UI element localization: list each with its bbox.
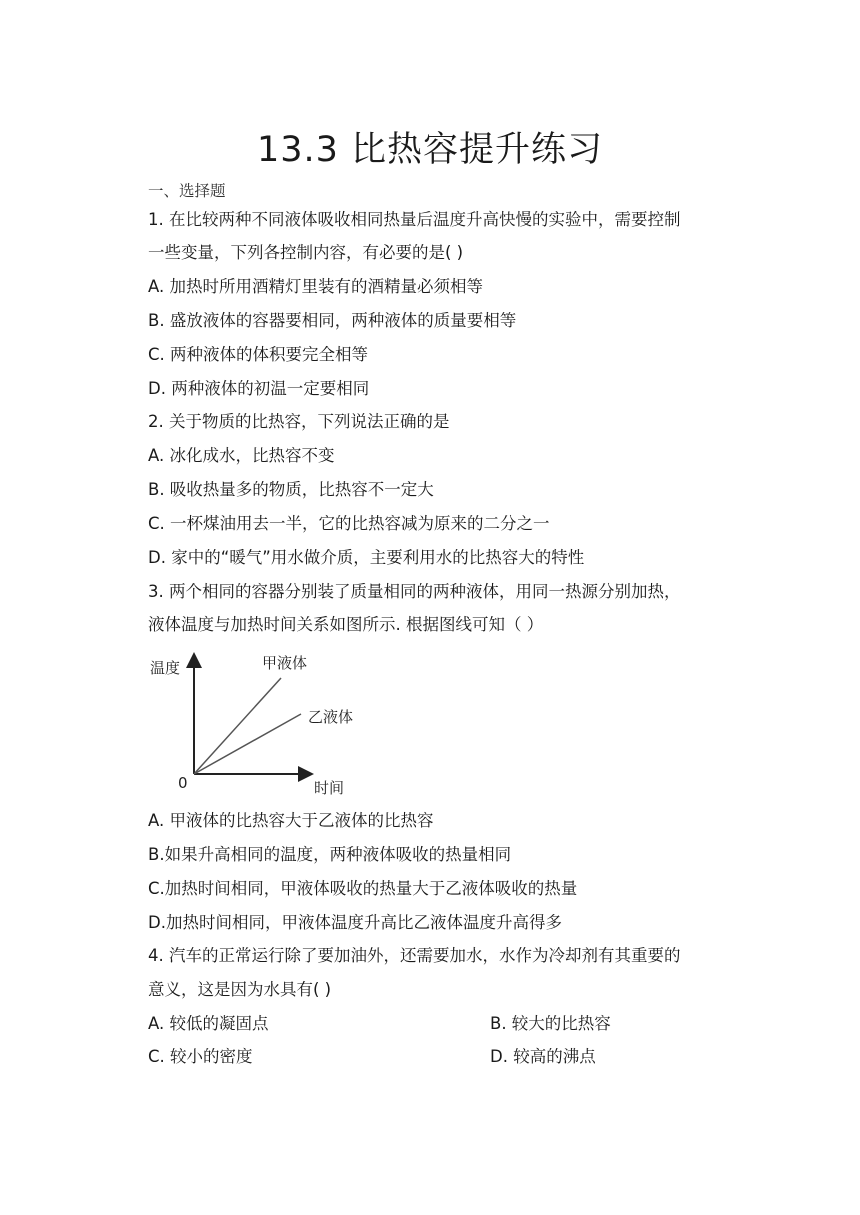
- q2-option-d: D. 家中的“暖气”用水做介质，主要利用水的比热容大的特性: [148, 548, 585, 567]
- q2-option-b: B. 吸收热量多的物质，比热容不一定大: [148, 480, 434, 499]
- q1-option-a: A. 加热时所用酒精灯里装有的酒精量必须相等: [148, 277, 483, 296]
- q3-option-d: D.加热时间相同，甲液体温度升高比乙液体温度升高得多: [148, 913, 562, 932]
- temperature-time-graph: [146, 648, 376, 798]
- q4-option-c: C. 较小的密度: [148, 1047, 253, 1066]
- q1-option-b: B. 盛放液体的容器要相同，两种液体的质量要相等: [148, 311, 517, 330]
- section-heading: 一、选择题: [148, 182, 226, 200]
- line-jia: [194, 678, 281, 774]
- q1-option-d: D. 两种液体的初温一定要相同: [148, 379, 370, 398]
- q3-stem-line2: 液体温度与加热时间关系如图所示. 根据图线可知（ ）: [148, 615, 544, 634]
- q1-option-c: C. 两种液体的体积要完全相等: [148, 345, 369, 364]
- line-yi-label: 乙液体: [308, 708, 354, 726]
- q4-stem-line1: 4. 汽车的正常运行除了要加油外，还需要加水，水作为冷却剂有其重要的: [148, 946, 681, 965]
- q2-option-c: C. 一杯煤油用去一半，它的比热容减为原来的二分之一: [148, 514, 550, 533]
- q3-stem-line1: 3. 两个相同的容器分别装了质量相同的两种液体，用同一热源分别加热，: [148, 582, 681, 601]
- line-yi: [194, 714, 301, 774]
- q3-option-b: B.如果升高相同的温度，两种液体吸收的热量相同: [148, 845, 512, 864]
- q1-stem-line2: 一些变量，下列各控制内容，有必要的是( ): [148, 243, 464, 262]
- q4-option-d: D. 较高的沸点: [490, 1047, 596, 1066]
- q3-option-c: C.加热时间相同，甲液体吸收的热量大于乙液体吸收的热量: [148, 879, 578, 898]
- q4-stem-line2: 意义，这是因为水具有( ): [148, 980, 332, 999]
- q3-option-a: A. 甲液体的比热容大于乙液体的比热容: [148, 811, 434, 830]
- page-title: 13.3 比热容提升练习: [256, 130, 604, 170]
- x-axis-label: 时间: [314, 779, 345, 797]
- q1-stem-line1: 1. 在比较两种不同液体吸收相同热量后温度升高快慢的实验中，需要控制: [148, 210, 681, 229]
- q2-option-a: A. 冰化成水，比热容不变: [148, 446, 335, 465]
- origin-label: 0: [178, 774, 188, 792]
- q4-option-a: A. 较低的凝固点: [148, 1014, 269, 1033]
- q4-option-b: B. 较大的比热容: [490, 1014, 611, 1033]
- y-axis-label: 温度: [150, 659, 181, 677]
- line-jia-label: 甲液体: [262, 654, 308, 672]
- q2-stem: 2. 关于物质的比热容，下列说法正确的是: [148, 412, 450, 431]
